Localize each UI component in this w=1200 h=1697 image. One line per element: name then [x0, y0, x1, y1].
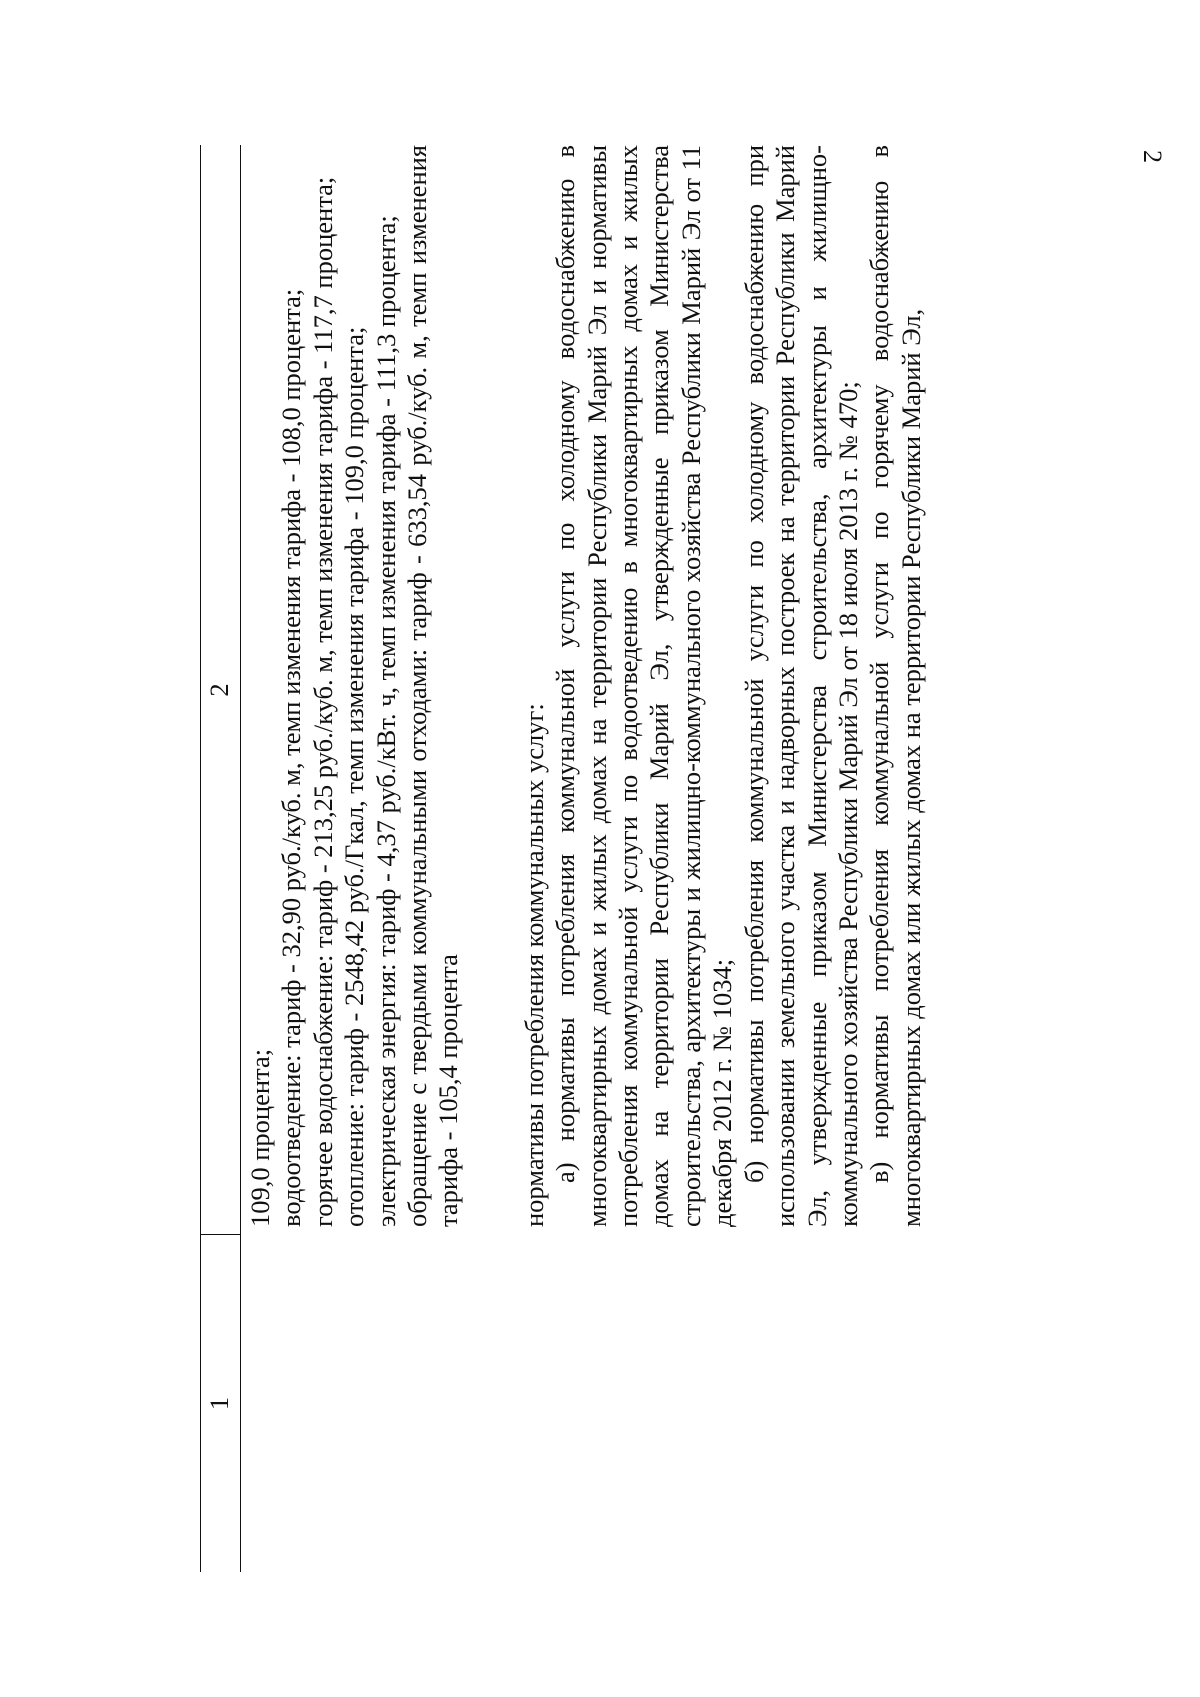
- norm-paragraph: а) нормативы потребления коммунальной услуги по холодному водоснабжению в многоквартирных домах и жилых домах на территории Республики Марий Эл и нормативы потребления коммунальной услуги по водоотведению в многоквартирных домах и жилых домах на территории Республики Марий Эл, утвержденные приказом Министерства строительства, архитектуры и жилищно-коммунального хозяйства Республики Марий Эл от 11 декабря 2012 г. № 1034;: [550, 145, 738, 1227]
- header-bottom-border: [240, 145, 241, 1572]
- rotated-table: [204, 145, 1060, 1572]
- tariff-line: электрическая энергия: тариф - 4,37 руб./кВт. ч, темп изменения тарифа - 111,3 процента;: [370, 215, 401, 1227]
- column-2-content: [245, 145, 927, 1227]
- table-top-border: [200, 145, 201, 1572]
- tariff-line: водоотведение: тариф - 32,90 руб./куб. м, темп изменения тарифа - 108,0 процента;: [276, 288, 307, 1227]
- norm-paragraph: в) нормативы потребления коммунальной услуги по горячему водоснабжению в многоквартирных домах или жилых домах на территории Республики Марий Эл,: [864, 145, 926, 1227]
- norm-paragraph: б) нормативы потребления коммунальной услуги по холодному водоснабжению при использовании земельного участка и надворных построек на территории Республики Марий Эл, утвержденные приказом Министерства строительства, архитектуры и жилищно-коммунального хозяйства Республики Марий Эл от 18 июля 2013 г. № 470;: [738, 145, 863, 1227]
- norms-heading: нормативы потребления коммунальных услуг:: [518, 703, 549, 1227]
- tariff-line: отопление: тариф - 2548,42 руб./Гкал, темп изменения тарифа - 109,0 процента;: [339, 326, 370, 1227]
- column-header-1: 1: [204, 1396, 234, 1411]
- tariff-line: 109,0 процента;: [245, 1048, 275, 1227]
- tariff-line: обращение с твердыми коммунальными отходами: тариф - 633,54 руб./куб. м, темп изменения тарифа - 105,4 процента: [402, 145, 464, 1227]
- spacer: [465, 145, 519, 1227]
- column-header-2: 2: [204, 683, 234, 697]
- tariff-line: горячее водоснабжение: тариф - 213,25 руб./куб. м, темп изменения тарифа - 117,7 процента;: [307, 176, 338, 1227]
- page-number: 2: [1138, 150, 1167, 163]
